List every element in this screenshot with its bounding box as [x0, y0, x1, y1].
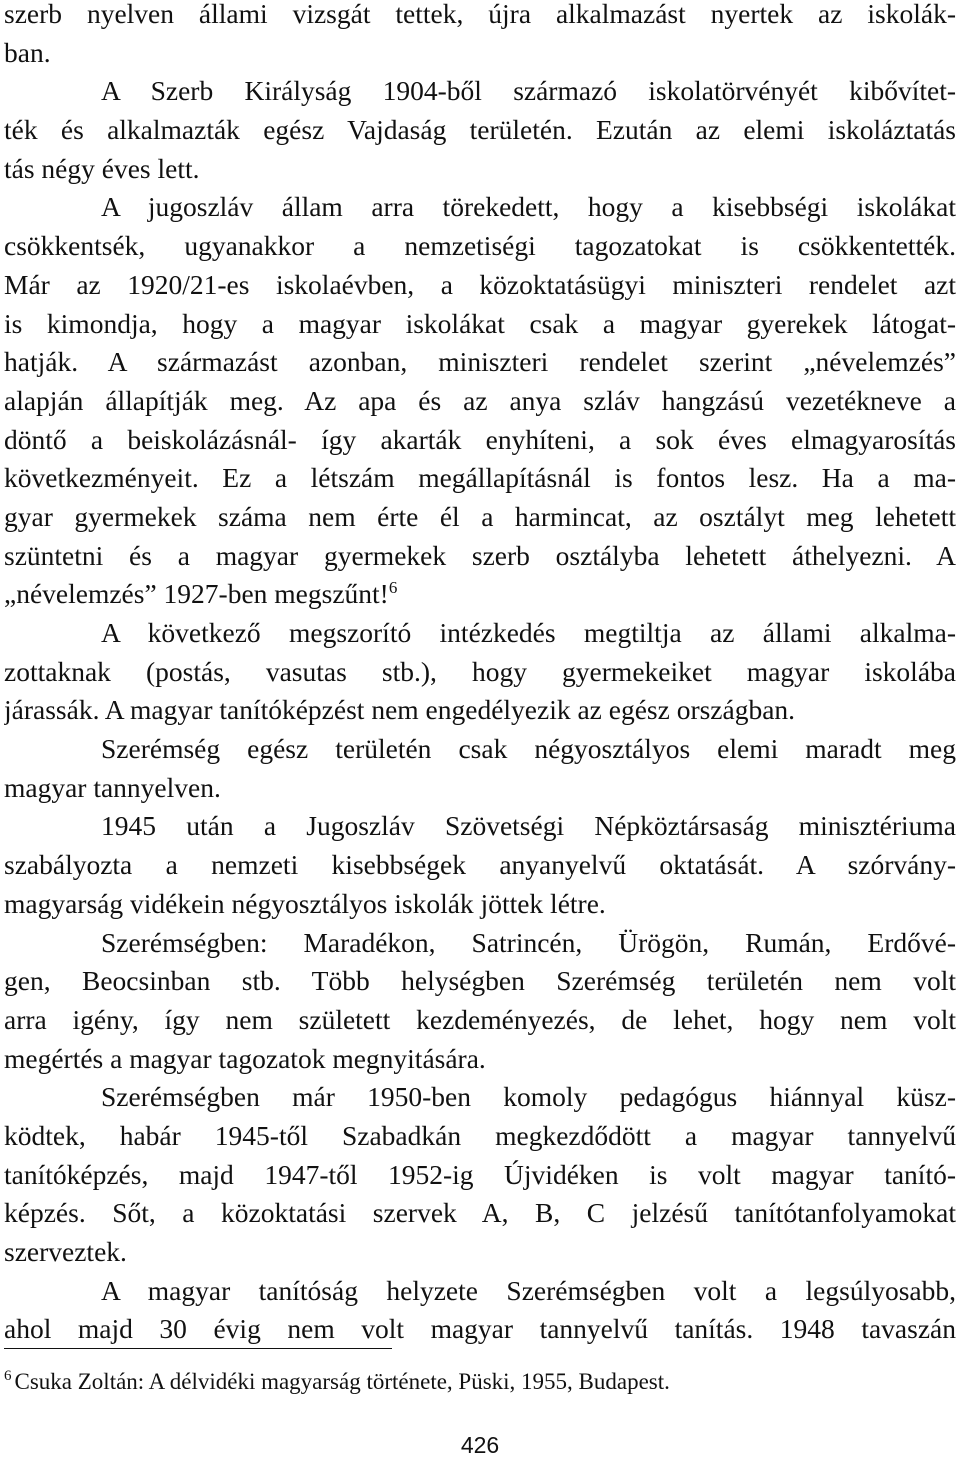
line-text: csökkentsék, ugyanakkor a nemzetiségi tagozatokat is csökkentették. [4, 230, 956, 262]
line-text: A jugoszláv állam arra törekedett, hogy a kisebbségi iskolákat [101, 191, 956, 223]
line-text: szerveztek. [4, 1236, 127, 1267]
text-line [4, 421, 956, 460]
text-line [4, 1310, 956, 1349]
line-text: „névelemzés” 1927-ben megszűnt! [4, 578, 389, 610]
footnote-mark: 6 [4, 1368, 12, 1385]
text-line [4, 846, 956, 885]
text-line [4, 653, 956, 692]
text-line [4, 769, 956, 808]
footnote-reference: 6 [388, 578, 398, 598]
text-line [4, 150, 956, 189]
text-line [4, 1156, 956, 1195]
line-text: képzés. Sőt, a közoktatási szervek A, B, C jelzésű tanítótanfolyamokat [4, 1197, 956, 1229]
text-line [4, 614, 956, 653]
text-line [4, 924, 956, 963]
line-text: A következő megszorító intézkedés megtiltja az állami alkalma- [101, 617, 956, 648]
line-text: döntő a beiskolázásnál- így akarták enyhíteni, a sok éves elmagyarosítás [4, 423, 956, 455]
line-text: Szerémség egész területén csak négyosztályos elemi maradt meg [101, 733, 956, 765]
line-text: magyarság vidékein négyosztályos iskolák jöttek létre. [4, 887, 606, 919]
text-line [4, 0, 956, 34]
line-text: A Szerb Királyság 1904-ből származó iskolatörvényét kibővítet- [101, 75, 956, 107]
text-line [4, 459, 956, 498]
text-line [4, 227, 956, 266]
line-text: járassák. A magyar tanítóképzést nem engedélyezik az egész országban. [4, 694, 796, 726]
text-line [4, 1001, 956, 1040]
text-line [4, 188, 956, 227]
text-line [4, 1117, 956, 1156]
text-line [4, 807, 956, 846]
text-line [4, 730, 956, 769]
line-text: gyar gyermekek száma nem érte él a harmincat, az osztályt meg lehetett [4, 500, 956, 532]
line-text: magyar tannyelven. [4, 771, 221, 803]
line-text: 1945 után a Jugoszláv Szövetségi Népköztársaság minisztériuma [101, 810, 956, 842]
line-text: A magyar tanítóság helyzete Szerémségben volt a legsúlyosabb, [101, 1274, 956, 1306]
line-text: tanítóképzés, majd 1947-től 1952-ig Újvidéken is volt magyar tanító- [4, 1158, 956, 1190]
text-line [4, 691, 956, 730]
line-text: szerb nyelven állami vizsgát tettek, újra alkalmazást nyertek az iskolák- [4, 0, 956, 29]
page-number: 426 [460, 1432, 500, 1458]
line-text: szabályozta a nemzeti kisebbségek anyanyelvű oktatását. A szórvány- [4, 849, 956, 881]
line-text: is kimondja, hogy a magyar iskolákat csak a magyar gyerekek látogat- [4, 307, 956, 339]
text-line [4, 1272, 956, 1311]
line-text: ban. [4, 36, 51, 68]
line-text: Már az 1920/21-es iskolaévben, a közoktatásügyi miniszteri rendelet azt [4, 268, 956, 300]
line-text: hatják. A származást azonban, miniszteri rendelet szerint „névelemzés” [4, 346, 956, 378]
line-text: gen, Beocsinban stb. Több helységben Szerémség területén nem volt [4, 965, 956, 997]
text-line [4, 1233, 956, 1272]
line-text: szüntetni és a magyar gyermekek szerb osztályba lehetett áthelyezni. A [4, 539, 956, 571]
footnote-separator [4, 1348, 392, 1349]
text-line [4, 498, 956, 537]
line-text: arra igény, így nem született kezdeményezés, de lehet, hogy nem volt [4, 1003, 956, 1035]
text-line [4, 575, 956, 614]
text-line [4, 266, 956, 305]
text-line [4, 1194, 956, 1233]
text-line [4, 34, 956, 73]
line-text: Szerémségben már 1950-ben komoly pedagógus hiánnyal küsz- [101, 1081, 956, 1113]
line-text: megértés a magyar tagozatok megnyitására. [4, 1042, 486, 1074]
body-text [4, 0, 956, 1349]
text-line [4, 962, 956, 1001]
line-text: ködtek, habár 1945-től Szabadkán megkezdődött a magyar tannyelvű [4, 1119, 956, 1151]
text-line [4, 1078, 956, 1117]
line-text: ahol majd 30 évig nem volt magyar tannyelvű tanítás. 1948 tavaszán [4, 1313, 956, 1345]
text-line [4, 72, 956, 111]
line-text: Szerémségben: Maradékon, Satrincén, Ürögön, Rumán, Erdővé- [101, 926, 956, 958]
line-text: zottaknak (postás, vasutas stb.), hogy gyermekeiket magyar iskolába [4, 655, 956, 687]
footnote [4, 1367, 956, 1397]
text-line [4, 1040, 956, 1079]
text-line [4, 305, 956, 344]
text-line [4, 343, 956, 382]
line-text: tás négy éves lett. [4, 152, 200, 184]
line-text: következményeit. Ez a létszám megállapításnál is fontos lesz. Ha a ma- [4, 462, 956, 494]
line-text: alapján állapítják meg. Az apa és az anya szláv hangzású vezetékneve a [4, 384, 956, 416]
text-line [4, 382, 956, 421]
text-line [4, 885, 956, 924]
text-line [4, 537, 956, 576]
line-text: ték és alkalmazták egész Vajdaság területén. Ezután az elemi iskoláztatás [4, 114, 956, 146]
footnote-text: Csuka Zoltán: A délvidéki magyarság története, Püski, 1955, Budapest. [14, 1369, 670, 1394]
text-line [4, 111, 956, 150]
